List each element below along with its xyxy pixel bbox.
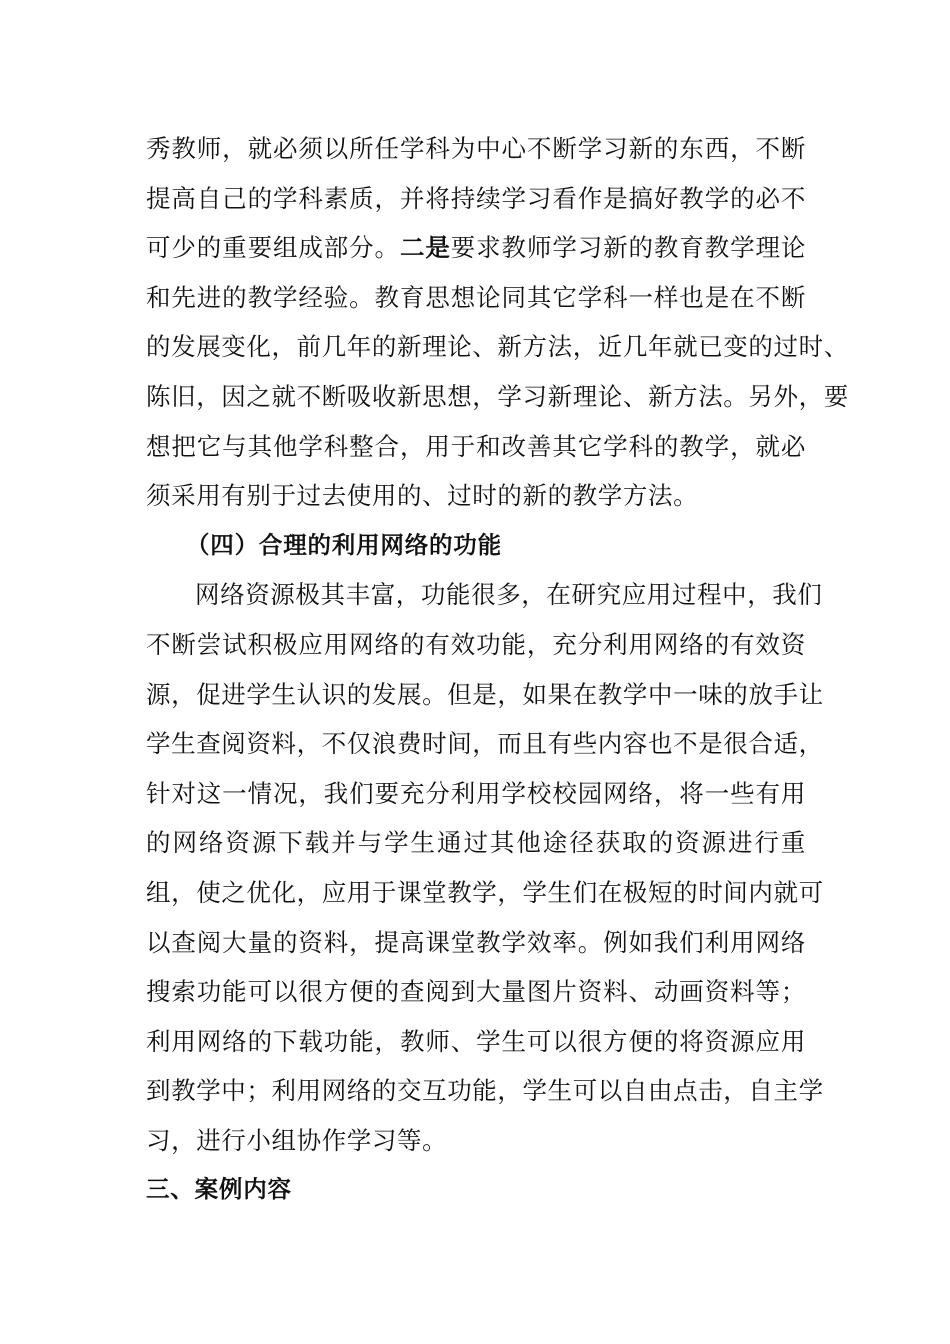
text-run: 可少的重要组成部分。 xyxy=(146,233,400,263)
paragraph-line: 学生查阅资料，不仅浪费时间，而且有些内容也不是很合适， xyxy=(146,729,824,759)
paragraph-line: 的网络资源下载并与学生通过其他途径获取的资源进行重 xyxy=(146,828,806,858)
paragraph-line: 以查阅大量的资料，提高课堂教学效率。例如我们利用网络 xyxy=(146,927,806,957)
paragraph-line: 和先进的教学经验。教育思想论同其它学科一样也是在不断 xyxy=(146,282,806,312)
paragraph-line: 网络资源极其丰富，功能很多，在研究应用过程中，我们 xyxy=(195,580,823,610)
paragraph-line: 不断尝试积极应用网络的有效功能，充分利用网络的有效资 xyxy=(146,629,806,659)
paragraph-line: 习，进行小组协作学习等。 xyxy=(146,1125,448,1155)
paragraph-line xyxy=(146,223,806,273)
bold-term: 二是 xyxy=(399,233,451,263)
paragraph-line: 到教学中；利用网络的交互功能，学生可以自由点击，自主学 xyxy=(146,1076,824,1106)
paragraph-line: 针对这一情况，我们要充分利用学校校园网络，将一些有用 xyxy=(146,778,806,808)
paragraph-line: 组，使之优化，应用于课堂教学，学生们在极短的时间内就可 xyxy=(146,877,824,907)
paragraph-line: 利用网络的下载功能，教师、学生可以很方便的将资源应用 xyxy=(146,1026,806,1056)
paragraph-line: 陈旧，因之就不断吸收新思想，学习新理论、新方法。另外，要 xyxy=(146,381,849,411)
paragraph-line: 秀教师，就必须以所任学科为中心不断学习新的东西，不断 xyxy=(146,134,806,163)
paragraph-line: 想把它与其他学科整合，用于和改善其它学科的教学，就必 xyxy=(146,431,806,461)
section-heading-4: （四）合理的利用网络的功能 xyxy=(186,530,502,559)
paragraph-line: 的发展变化，前几年的新理论、新方法，近几年就已变的过时、 xyxy=(146,332,849,362)
paragraph-line: 源，促进学生认识的发展。但是，如果在教学中一味的放手让 xyxy=(146,679,824,709)
text-run: 要求教师学习新的教育教学理论 xyxy=(450,233,807,263)
document-page xyxy=(146,124,849,1215)
paragraph-line: 须采用有别于过去使用的、过时的新的教学方法。 xyxy=(146,481,699,511)
paragraph-line: 搜索功能可以很方便的查阅到大量图片资料、动画资料等； xyxy=(146,977,806,1007)
section-heading-3: 三、案例内容 xyxy=(146,1175,292,1204)
paragraph-line: 提高自己的学科素质，并将持续学习看作是搞好教学的必不 xyxy=(146,183,806,213)
